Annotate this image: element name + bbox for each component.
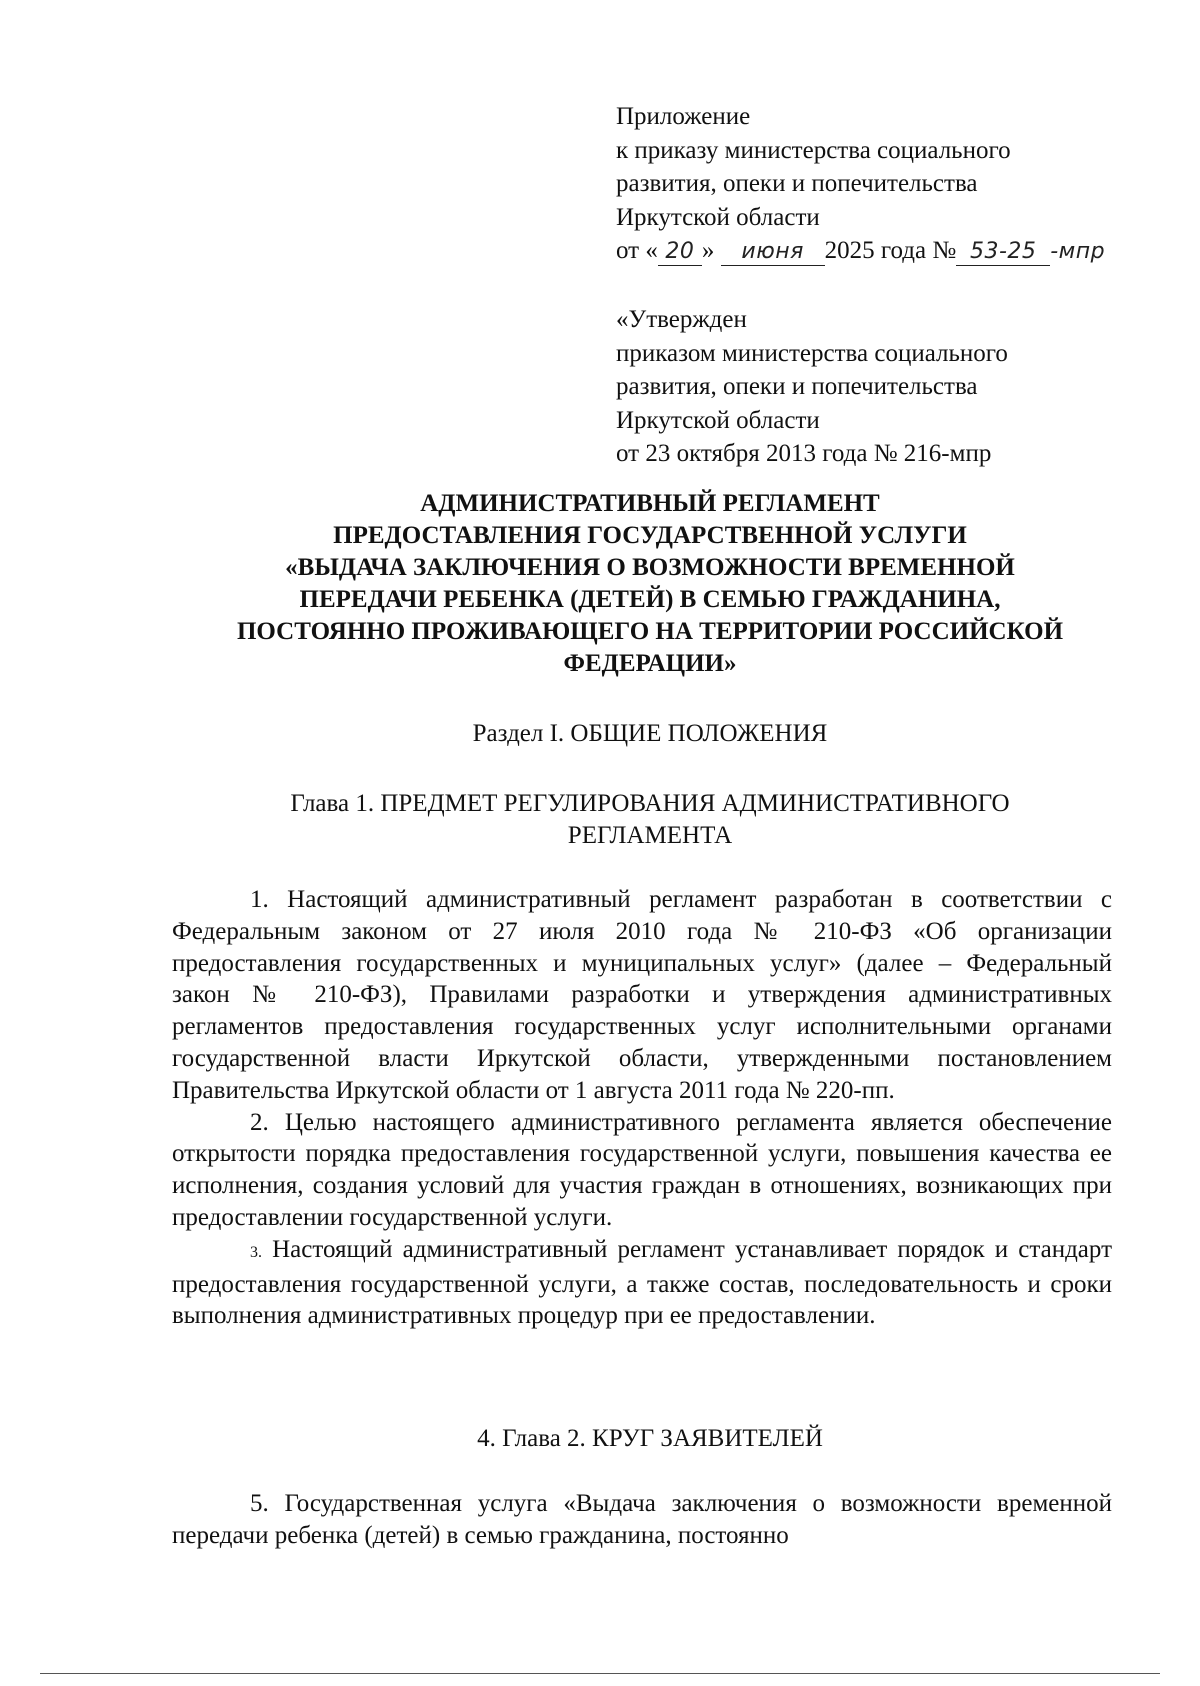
- appendix-header: [616, 100, 1105, 269]
- approval-line: «Утвержден: [616, 306, 747, 333]
- appendix-line: к приказу министерства социального: [616, 136, 1011, 164]
- paragraph: 2. Целью настоящего административного регламента является обеспечение открытости порядка предоставления государственной услуги, повышения качества ее исполнения, создания условий для участия граждан в отношениях, возникающих при предоставлении государственной услуги.: [172, 1108, 1112, 1231]
- approval-stamp-text: [616, 303, 1008, 471]
- section-heading: [160, 718, 1140, 750]
- title-line: ПОСТОЯННО ПРОЖИВАЮЩЕГО НА ТЕРРИТОРИИ РОССИЙСКОЙ: [236, 618, 1064, 645]
- handwritten-month: июня: [721, 239, 825, 266]
- paragraph: 5. Государственная услуга «Выдача заключения о возможности временной передачи ребенка (детей) в семью гражданина, постоянно: [172, 1490, 1112, 1549]
- document-title: [160, 488, 1140, 680]
- document-body-continued: [172, 1488, 1112, 1552]
- approval-line: развития, опеки и попечительства: [616, 373, 978, 400]
- page-bottom-rule: [40, 1673, 1160, 1674]
- paragraph-number: 3.: [250, 1243, 262, 1261]
- title-line: «ВЫДАЧА ЗАКЛЮЧЕНИЯ О ВОЗМОЖНОСТИ ВРЕМЕННОЙ: [285, 554, 1015, 581]
- title-line: ФЕДЕРАЦИИ»: [563, 650, 737, 677]
- chapter-title: 4. Глава 2. КРУГ ЗАЯВИТЕЛЕЙ: [477, 1425, 823, 1452]
- handwritten-day: 20: [658, 239, 702, 266]
- handwritten-suffix: -мпр: [1050, 239, 1106, 264]
- appendix-line: развития, опеки и попечительства: [616, 170, 978, 197]
- chapter2-heading: [160, 1423, 1140, 1455]
- appendix-date-line: [616, 234, 1105, 269]
- title-line: АДМИНИСТРАТИВНЫЙ РЕГЛАМЕНТ: [420, 490, 880, 517]
- chapter-line: Глава 1. ПРЕДМЕТ РЕГУЛИРОВАНИЯ АДМИНИСТРАТИВНОГО: [290, 790, 1010, 817]
- paragraph-text: Настоящий административный регламент устанавливает порядок и стандарт предоставления государственной услуги, а также состав, последовательность и сроки выполнения административных процедур при ее предоставлении.: [172, 1235, 1112, 1330]
- approval-line: Иркутской области: [616, 406, 820, 434]
- year-text: 2025 года №: [824, 237, 957, 264]
- date-prefix: от «: [616, 237, 658, 264]
- chapter-line: РЕГЛАМЕНТА: [567, 822, 733, 849]
- quote-close: »: [701, 237, 721, 264]
- paragraph: 1. Настоящий административный регламент разработан в соответствии с Федеральным законом от 27 июля 2010 года № 210-ФЗ «Об организации предоставления государственных и муниципальных услуг» (далее – Федеральный закон № 210-ФЗ), Правилами разработки и утверждения административных регламентов предоставления государственных услуг исполнительными органами государственной власти Иркутской области, утвержденными постановлением Правительства Иркутской области от 1 августа 2011 года № 220-пп.: [172, 886, 1112, 1104]
- appendix-line: Приложение: [616, 103, 751, 130]
- approval-line: приказом министерства социального: [616, 339, 1008, 367]
- title-line: ПЕРЕДАЧИ РЕБЕНКА (ДЕТЕЙ) В СЕМЬЮ ГРАЖДАНИНА,: [299, 586, 1001, 613]
- title-line: ПРЕДОСТАВЛЕНИЯ ГОСУДАРСТВЕННОЙ УСЛУГИ: [333, 522, 967, 549]
- appendix-line: Иркутской области: [616, 203, 820, 231]
- chapter-heading: [160, 788, 1140, 852]
- handwritten-number: 53-25: [956, 239, 1050, 266]
- document-body: [172, 884, 1112, 1332]
- paragraph: [172, 1234, 1112, 1332]
- section-title: Раздел I. ОБЩИЕ ПОЛОЖЕНИЯ: [472, 720, 828, 747]
- approval-line: от 23 октября 2013 года № 216-мпр: [616, 440, 992, 467]
